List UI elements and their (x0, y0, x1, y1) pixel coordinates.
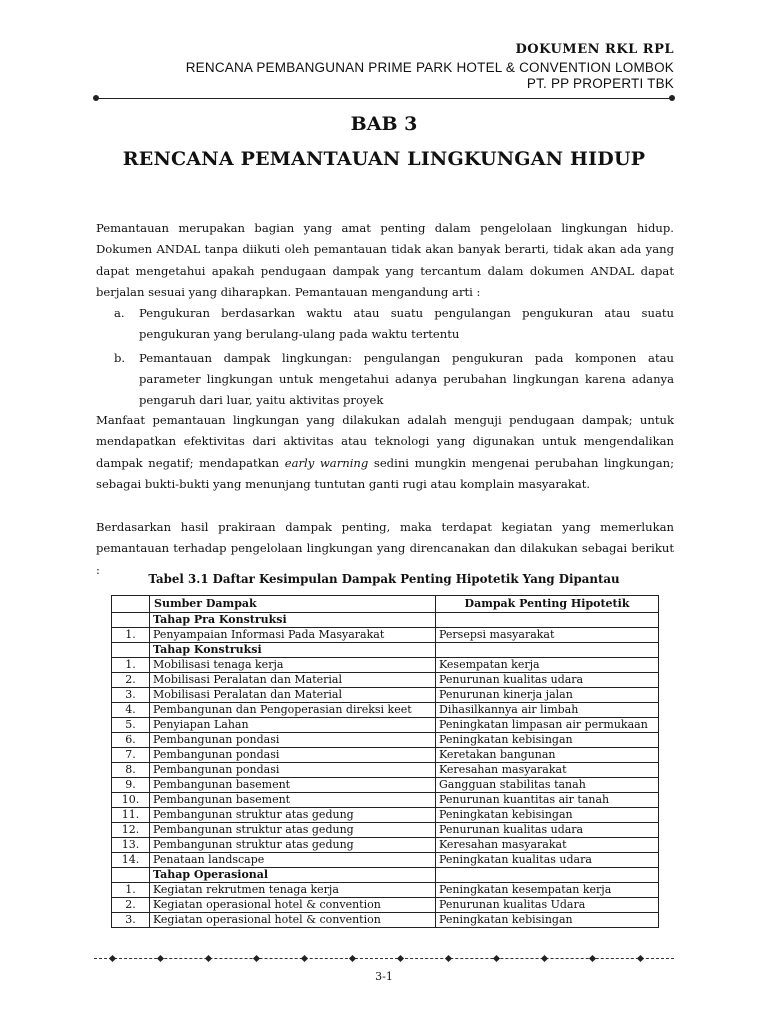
table-row (112, 658, 659, 673)
list-marker: b. (114, 350, 126, 365)
impact-description: Penurunan kuantitas air tanah (436, 793, 659, 808)
definition-list (96, 303, 674, 413)
impact-description: Persepsi masyarakat (436, 628, 659, 643)
impact-source: Mobilisasi Peralatan dan Material (150, 688, 436, 703)
row-number: 5. (112, 718, 150, 733)
row-number: 7. (112, 748, 150, 763)
footer-ornament (94, 954, 674, 964)
impact-description: Peningkatan limpasan air permukaan (436, 718, 659, 733)
header-rule-dot (93, 95, 99, 101)
footer-diamond-mark (254, 954, 259, 963)
impact-source: Pembangunan pondasi (150, 763, 436, 778)
row-number: 1. (112, 658, 150, 673)
benefit-paragraph (96, 410, 674, 495)
impact-source: Pembangunan struktur atas gedung (150, 823, 436, 838)
impact-source: Pembangunan basement (150, 778, 436, 793)
impact-source: Pembangunan pondasi (150, 733, 436, 748)
phase-name: Tahap Pra Konstruksi (150, 613, 436, 628)
footer-diamond-mark (494, 954, 499, 963)
phase-no-cell (112, 613, 150, 628)
row-number: 6. (112, 733, 150, 748)
impact-source: Penataan landscape (150, 853, 436, 868)
row-number: 3. (112, 688, 150, 703)
footer-diamond-mark (350, 954, 355, 963)
phase-row (112, 643, 659, 658)
header-rule (96, 98, 672, 99)
row-number: 12. (112, 823, 150, 838)
table-row (112, 823, 659, 838)
table-row (112, 853, 659, 868)
impact-source: Pembangunan struktur atas gedung (150, 808, 436, 823)
impact-source: Pembangunan basement (150, 793, 436, 808)
impact-source: Mobilisasi tenaga kerja (150, 658, 436, 673)
row-number: 4. (112, 703, 150, 718)
table-row (112, 703, 659, 718)
impact-description: Gangguan stabilitas tanah (436, 778, 659, 793)
phase-name: Tahap Konstruksi (150, 643, 436, 658)
footer-diamond-mark (590, 954, 595, 963)
table-row (112, 778, 659, 793)
phase-row (112, 613, 659, 628)
table-row (112, 883, 659, 898)
impact-source: Kegiatan operasional hotel & convention (150, 898, 436, 913)
impact-description: Penurunan kualitas udara (436, 823, 659, 838)
list-item (96, 348, 674, 412)
header-rule-dot (669, 95, 675, 101)
table-header-row (112, 596, 659, 613)
benefit-text-end: sedini mungkin mengenai perubahan lingkungan; sebagai bukti-bukti yang menunjang tuntutan ganti rugi atau komplain masyarakat. (96, 455, 674, 491)
table-row (112, 733, 659, 748)
phase-impact-cell (436, 868, 659, 883)
impact-table (111, 595, 659, 928)
project-name: RENCANA PEMBANGUNAN PRIME PARK HOTEL & CONVENTION LOMBOK (185, 60, 674, 75)
table-row (112, 718, 659, 733)
impact-description: Peningkatan kebisingan (436, 808, 659, 823)
row-number: 11. (112, 808, 150, 823)
phase-impact-cell (436, 643, 659, 658)
intro-paragraph: Pemantauan merupakan bagian yang amat penting dalam pengelolaan lingkungan hidup. Dokumen ANDAL tanpa diikuti oleh pemantauan tidak akan banyak berarti, tidak akan ada yang dapat mengetahui apakah pendugaan dampak yang tercantum dalam dokumen ANDAL dapat berjalan sesuai yang diharapkan. Pemantauan mengandung arti : (96, 221, 674, 299)
benefit-emphasis: early warning (284, 455, 369, 470)
phase-no-cell (112, 868, 150, 883)
table-row (112, 673, 659, 688)
list-marker: a. (114, 306, 125, 320)
footer-diamond-mark (110, 954, 115, 963)
table-row (112, 748, 659, 763)
impact-description: Keretakan bangunan (436, 748, 659, 763)
impact-description: Penurunan kinerja jalan (436, 688, 659, 703)
impact-description: Penurunan kualitas Udara (436, 898, 659, 913)
impact-source: Pembangunan struktur atas gedung (150, 838, 436, 853)
benefit-text: Manfaat pemantauan lingkungan yang dilakukan adalah menguji pendugaan dampak; untuk mendapatkan efektivitas dari aktivitas atau teknologi yang digunakan untuk mengendalikan dampak negatif; mendapatkan (96, 413, 674, 470)
table-row (112, 838, 659, 853)
row-number: 1. (112, 628, 150, 643)
row-number: 10. (112, 793, 150, 808)
table-row (112, 628, 659, 643)
impact-description: Peningkatan kualitas udara (436, 853, 659, 868)
impact-description: Dihasilkannya air limbah (436, 703, 659, 718)
page-number: 3-1 (375, 970, 393, 983)
impact-source: Penyampaian Informasi Pada Masyarakat (150, 628, 436, 643)
table-row (112, 793, 659, 808)
impact-source: Pembangunan pondasi (150, 748, 436, 763)
table-row (112, 808, 659, 823)
phase-name: Tahap Operasional (150, 868, 436, 883)
header-cell-impact: Dampak Penting Hipotetik (436, 596, 659, 613)
impact-description: Peningkatan kebisingan (436, 733, 659, 748)
footer-diamond-mark (206, 954, 211, 963)
list-item-text: Pengukuran berdasarkan waktu atau suatu pengulangan pengukuran atau suatu pengukuran yang berulang-ulang pada waktu tertentu (139, 306, 674, 342)
footer-diamond-mark (638, 954, 643, 963)
header-cell-no (112, 596, 150, 613)
chapter-number: BAB 3 (350, 113, 418, 135)
row-number: 2. (112, 898, 150, 913)
table-caption: Tabel 3.1 Daftar Kesimpulan Dampak Penting Hipotetik Yang Dipantau (148, 572, 620, 586)
impact-source: Pembangunan dan Pengoperasian direksi keet (150, 703, 436, 718)
row-number: 14. (112, 853, 150, 868)
row-number: 8. (112, 763, 150, 778)
list-item (96, 303, 674, 346)
phase-no-cell (112, 643, 150, 658)
impact-description: Keresahan masyarakat (436, 838, 659, 853)
impact-description: Keresahan masyarakat (436, 763, 659, 778)
phase-row (112, 868, 659, 883)
header-cell-source: Sumber Dampak (150, 596, 436, 613)
impact-description: Peningkatan kesempatan kerja (436, 883, 659, 898)
row-number: 9. (112, 778, 150, 793)
footer-diamond-mark (398, 954, 403, 963)
row-number: 3. (112, 913, 150, 928)
row-number: 13. (112, 838, 150, 853)
table-row (112, 763, 659, 778)
table-row (112, 898, 659, 913)
footer-diamond-mark (542, 954, 547, 963)
list-item-text: Pemantauan dampak lingkungan: pengulangan pengukuran pada komponen atau parameter lingkungan untuk mengetahui adanya perubahan lingkungan karena adanya pengaruh dari luar, yaitu aktivitas proyek (139, 350, 674, 408)
footer-dashed-line (94, 958, 674, 959)
document-type: DOKUMEN RKL RPL (515, 42, 674, 57)
phase-impact-cell (436, 613, 659, 628)
table-row (112, 913, 659, 928)
company-name: PT. PP PROPERTI TBK (526, 76, 674, 91)
table-body (112, 613, 659, 928)
table-row (112, 688, 659, 703)
impact-description: Kesempatan kerja (436, 658, 659, 673)
impact-description: Penurunan kualitas udara (436, 673, 659, 688)
footer-diamond-mark (446, 954, 451, 963)
row-number: 2. (112, 673, 150, 688)
footer-diamond-mark (302, 954, 307, 963)
footer-diamond-mark (158, 954, 163, 963)
impact-source: Mobilisasi Peralatan dan Material (150, 673, 436, 688)
impact-description: Peningkatan kebisingan (436, 913, 659, 928)
impact-source: Penyiapan Lahan (150, 718, 436, 733)
chapter-title: RENCANA PEMANTAUAN LINGKUNGAN HIDUP (122, 148, 646, 170)
impact-source: Kegiatan operasional hotel & convention (150, 913, 436, 928)
impact-source: Kegiatan rekrutmen tenaga kerja (150, 883, 436, 898)
row-number: 1. (112, 883, 150, 898)
based-on-paragraph: Berdasarkan hasil prakiraan dampak penting, maka terdapat kegiatan yang memerlukan pemantauan terhadap pengelolaan lingkungan yang direncanakan dan dilakukan sebagai berikut : (96, 520, 674, 577)
